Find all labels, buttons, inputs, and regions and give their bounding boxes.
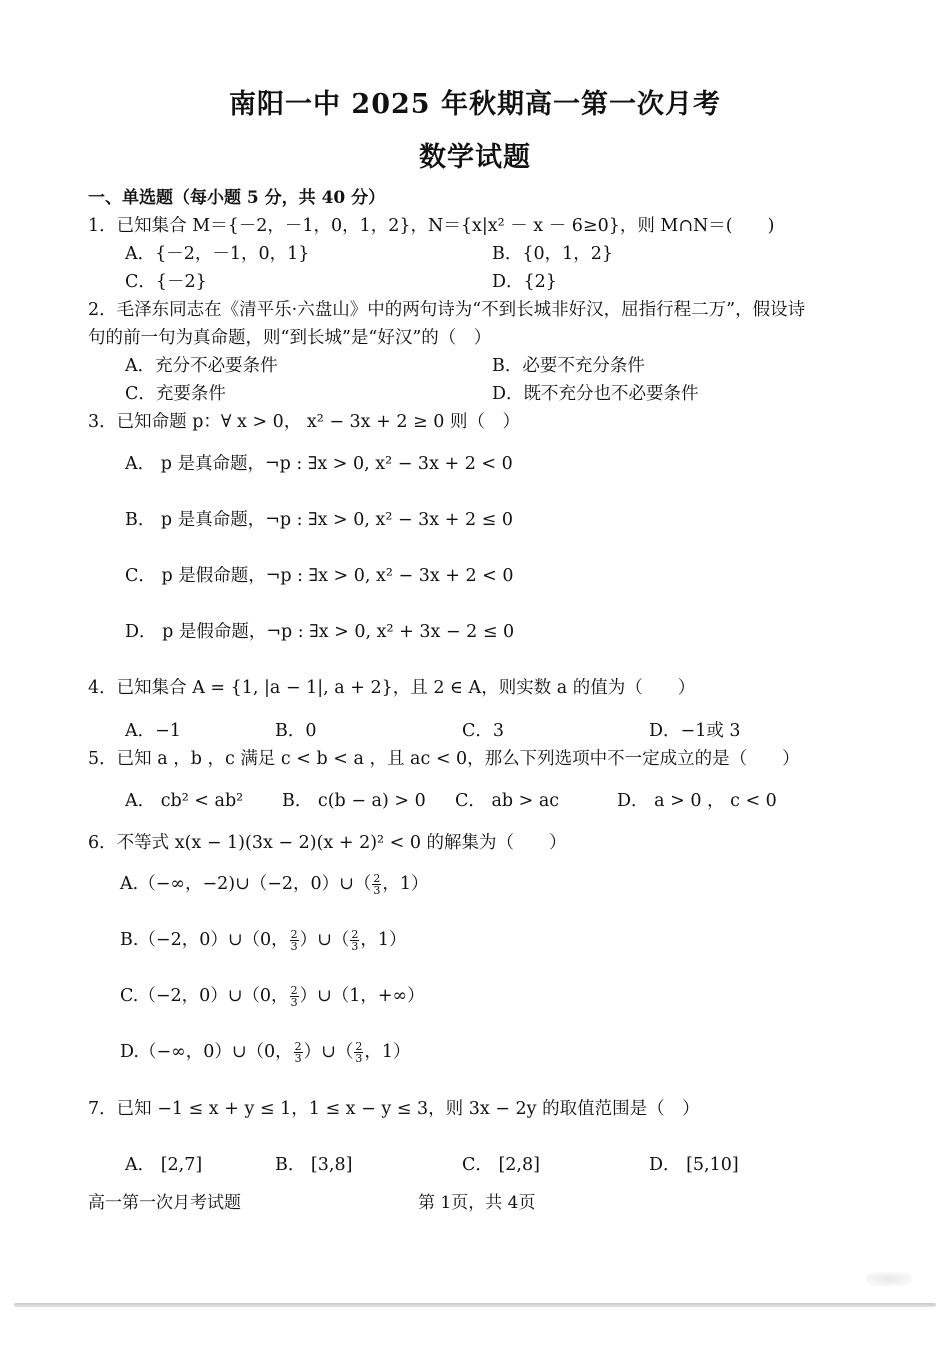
option-text: ，1） [382, 874, 429, 894]
option-text: ）∪（ [299, 930, 350, 950]
question-6-stem: 6．不等式 x(x − 1)(3x − 2)(x + 2)² < 0 的解集为（ ） [88, 833, 567, 853]
question-2-option-a: A．充分不必要条件 [125, 356, 278, 376]
fraction-denominator: 3 [373, 884, 381, 897]
question-4-option-c: C．3 [462, 721, 505, 741]
question-2-option-d: D．既不充分也不必要条件 [492, 384, 699, 404]
question-6-option-d [120, 1040, 410, 1064]
fraction-denominator: 3 [355, 1052, 363, 1065]
question-5-option-d: D． a > 0 ， c < 0 [617, 791, 777, 811]
question-6-option-c [120, 984, 425, 1008]
page-divider [14, 1303, 936, 1307]
question-5-option-b: B． c(b − a) > 0 [282, 791, 426, 811]
fraction-numerator: 2 [373, 872, 381, 885]
fraction-numerator: 2 [294, 1040, 302, 1053]
question-1-option-b: B．{0，1，2} [492, 244, 614, 264]
option-text: ）∪（1，+∞） [299, 986, 425, 1006]
question-4-stem: 4．已知集合 A = {1, |a − 1|, a + 2}，且 2 ∈ A，则实数 a 的值为（ ） [88, 678, 696, 698]
option-text: C.（−2，0）∪（0， [120, 986, 289, 1006]
fraction-denominator: 3 [294, 1052, 302, 1065]
question-4-option-a: A．−1 [125, 721, 181, 741]
question-7-option-d: D． [5,10] [649, 1155, 739, 1175]
option-text: A.（−∞，−2)∪（−2，0）∪（ [120, 874, 372, 894]
question-1-option-c: C．{－2} [125, 272, 207, 292]
fraction-two-thirds [372, 873, 381, 896]
fraction-two-thirds [294, 1041, 303, 1064]
question-3-stem: 3．已知命题 p：∀ x > 0， x² − 3x + 2 ≥ 0 则（ ） [88, 412, 520, 432]
question-3-option-d: D． p 是假命题，¬p : ∃x > 0, x² + 3x − 2 ≤ 0 [125, 622, 515, 642]
question-3-option-b: B． p 是真命题，¬p : ∃x > 0, x² − 3x + 2 ≤ 0 [125, 510, 514, 530]
question-5-option-c: C． ab > ac [455, 791, 560, 811]
question-2-option-c: C．充要条件 [125, 384, 226, 404]
question-6-option-a [120, 872, 428, 896]
fraction-two-thirds [350, 929, 359, 952]
question-5-stem: 5．已知 a ，b ，c 满足 c < b < a ，且 ac < 0，那么下列选项中不一定成立的是（ ） [88, 749, 800, 769]
question-4-option-d: D．−1或 3 [649, 721, 741, 741]
option-text: B.（−2，0）∪（0， [120, 930, 289, 950]
fraction-two-thirds [354, 1041, 363, 1064]
question-1-stem: 1．已知集合 M＝{－2，－1，0，1，2}，N＝{x|x² － x － 6≥0}，则 M∩N＝( ) [88, 216, 775, 236]
question-3-option-a: A． p 是真命题，¬p : ∃x > 0, x² − 3x + 2 < 0 [125, 454, 513, 474]
scan-smudge [866, 1272, 912, 1286]
section-heading: 一、单选题（每小题 5 分，共 40 分） [88, 188, 386, 208]
option-text: ）∪（ [303, 1042, 354, 1062]
fraction-two-thirds [290, 929, 299, 952]
option-text: ，1） [364, 1042, 411, 1062]
fraction-denominator: 3 [290, 940, 298, 953]
question-1-option-a: A．{－2，－1，0，1} [125, 244, 310, 264]
question-7-option-a: A． [2,7] [125, 1155, 203, 1175]
fraction-two-thirds [290, 985, 299, 1008]
question-7-option-b: B． [3,8] [275, 1155, 353, 1175]
question-2-option-b: B．必要不充分条件 [492, 356, 645, 376]
fraction-denominator: 3 [351, 940, 359, 953]
option-text: D.（−∞，0）∪（0， [120, 1042, 293, 1062]
fraction-denominator: 3 [290, 996, 298, 1009]
question-6-option-b [120, 928, 406, 952]
question-5-option-a: A． cb² < ab² [125, 791, 244, 811]
exam-subject: 数学试题 [419, 142, 531, 173]
question-4-option-b: B．0 [275, 721, 317, 741]
fraction-numerator: 2 [351, 928, 359, 941]
footer-exam-name: 高一第一次月考试题 [88, 1193, 241, 1213]
question-2-stem-line2: 句的前一句为真命题，则“到长城”是“好汉”的（ ） [88, 328, 492, 348]
question-2-stem-line1: 2．毛泽东同志在《清平乐·六盘山》中的两句诗为“不到长城非好汉，屈指行程二万”，假设诗 [88, 300, 806, 320]
question-7-stem: 7．已知 −1 ≤ x + y ≤ 1，1 ≤ x − y ≤ 3，则 3x − 2y 的取值范围是（ ） [88, 1099, 700, 1119]
question-7-option-c: C． [2,8] [462, 1155, 540, 1175]
question-1-option-d: D．{2} [492, 272, 557, 292]
fraction-numerator: 2 [355, 1040, 363, 1053]
question-3-option-c: C． p 是假命题，¬p : ∃x > 0, x² − 3x + 2 < 0 [125, 566, 514, 586]
exam-title: 南阳一中 2025 年秋期高一第一次月考 [229, 89, 721, 120]
fraction-numerator: 2 [290, 984, 298, 997]
footer-page-number: 第 1页，共 4页 [418, 1193, 536, 1213]
fraction-numerator: 2 [290, 928, 298, 941]
option-text: ，1） [360, 930, 407, 950]
